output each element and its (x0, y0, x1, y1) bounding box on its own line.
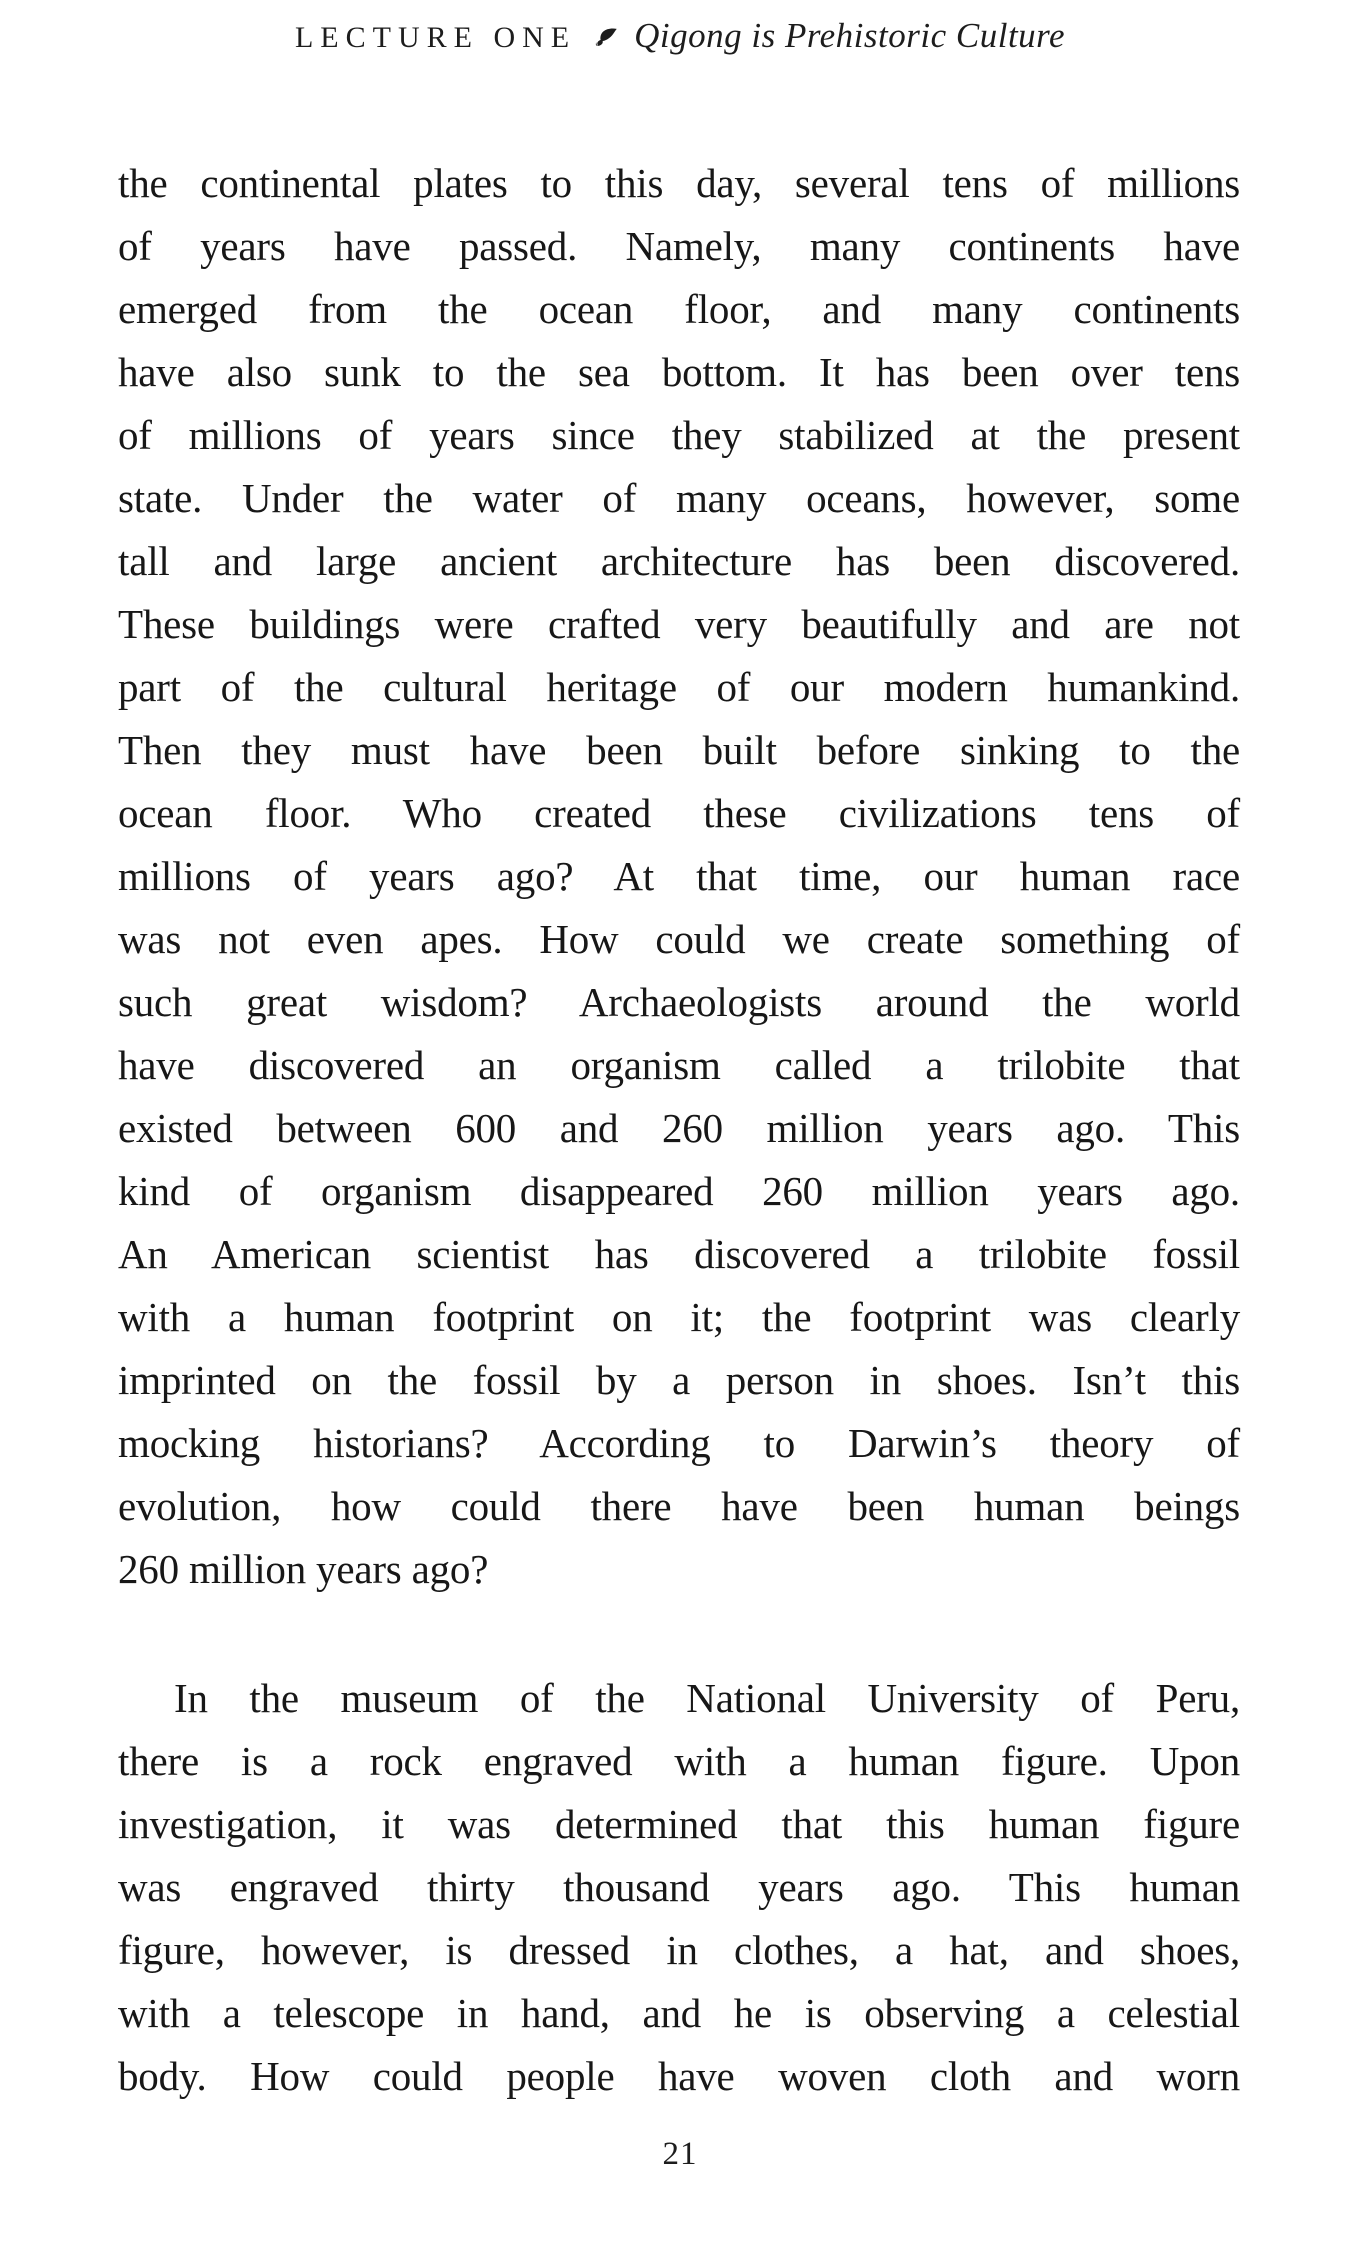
lecture-label: LECTURE ONE (294, 21, 577, 54)
text-line: These buildings were crafted very beautifully and are not (118, 601, 1240, 647)
text-line: part of the cultural heritage of our modern humankind. (118, 664, 1240, 710)
text-line: such great wisdom? Archaeologists around the world (118, 979, 1240, 1025)
text-line: was engraved thirty thousand years ago. This human (118, 1864, 1240, 1910)
text-line: investigation, it was determined that this human figure (118, 1801, 1240, 1847)
text-line: state. Under the water of many oceans, however, some (118, 475, 1240, 521)
page-number: 21 (662, 2136, 698, 2172)
text-line: body. How could people have woven cloth and worn (118, 2053, 1240, 2099)
text-line: have also sunk to the sea bottom. It has been over tens (118, 349, 1240, 395)
paragraph-museum-of-peru (118, 1667, 1240, 2108)
text-line: existed between 600 and 260 million years ago. This (118, 1105, 1240, 1151)
text-line: An American scientist has discovered a trilobite fossil (118, 1231, 1240, 1277)
text-line: evolution, how could there have been human beings (118, 1483, 1240, 1529)
text-line: was not even apes. How could we create something of (118, 916, 1240, 962)
text-line: ocean floor. Who created these civilizations tens of (118, 790, 1240, 836)
text-line: have discovered an organism called a trilobite that (118, 1042, 1240, 1088)
fleuron-icon (594, 25, 620, 54)
text-line: kind of organism disappeared 260 million years ago. (118, 1168, 1240, 1214)
running-header (0, 16, 1360, 56)
text-line: figure, however, is dressed in clothes, a hat, and shoes, (118, 1927, 1240, 1973)
text-line: of millions of years since they stabilized at the present (118, 412, 1240, 458)
text-line: imprinted on the fossil by a person in shoes. Isn’t this (118, 1357, 1240, 1403)
text-line: the continental plates to this day, several tens of millions (118, 160, 1240, 206)
text-line: millions of years ago? At that time, our human race (118, 853, 1240, 899)
paragraph-continuation (118, 152, 1240, 1601)
text-line: mocking historians? According to Darwin’s theory of (118, 1420, 1240, 1466)
text-line: with a telescope in hand, and he is observing a celestial (118, 1990, 1240, 2036)
text-line: of years have passed. Namely, many continents have (118, 223, 1240, 269)
text-line: tall and large ancient architecture has been discovered. (118, 538, 1240, 584)
text-line: Then they must have been built before sinking to the (118, 727, 1240, 773)
text-line: In the museum of the National University of Peru, (174, 1675, 1240, 1721)
body-text (118, 152, 1240, 2108)
text-line: emerged from the ocean floor, and many continents (118, 286, 1240, 332)
text-line: 260 million years ago? (118, 1546, 489, 1592)
text-line: there is a rock engraved with a human figure. Upon (118, 1738, 1240, 1784)
chapter-title: Qigong is Prehistoric Culture (634, 16, 1066, 55)
text-line: with a human footprint on it; the footprint was clearly (118, 1294, 1240, 1340)
